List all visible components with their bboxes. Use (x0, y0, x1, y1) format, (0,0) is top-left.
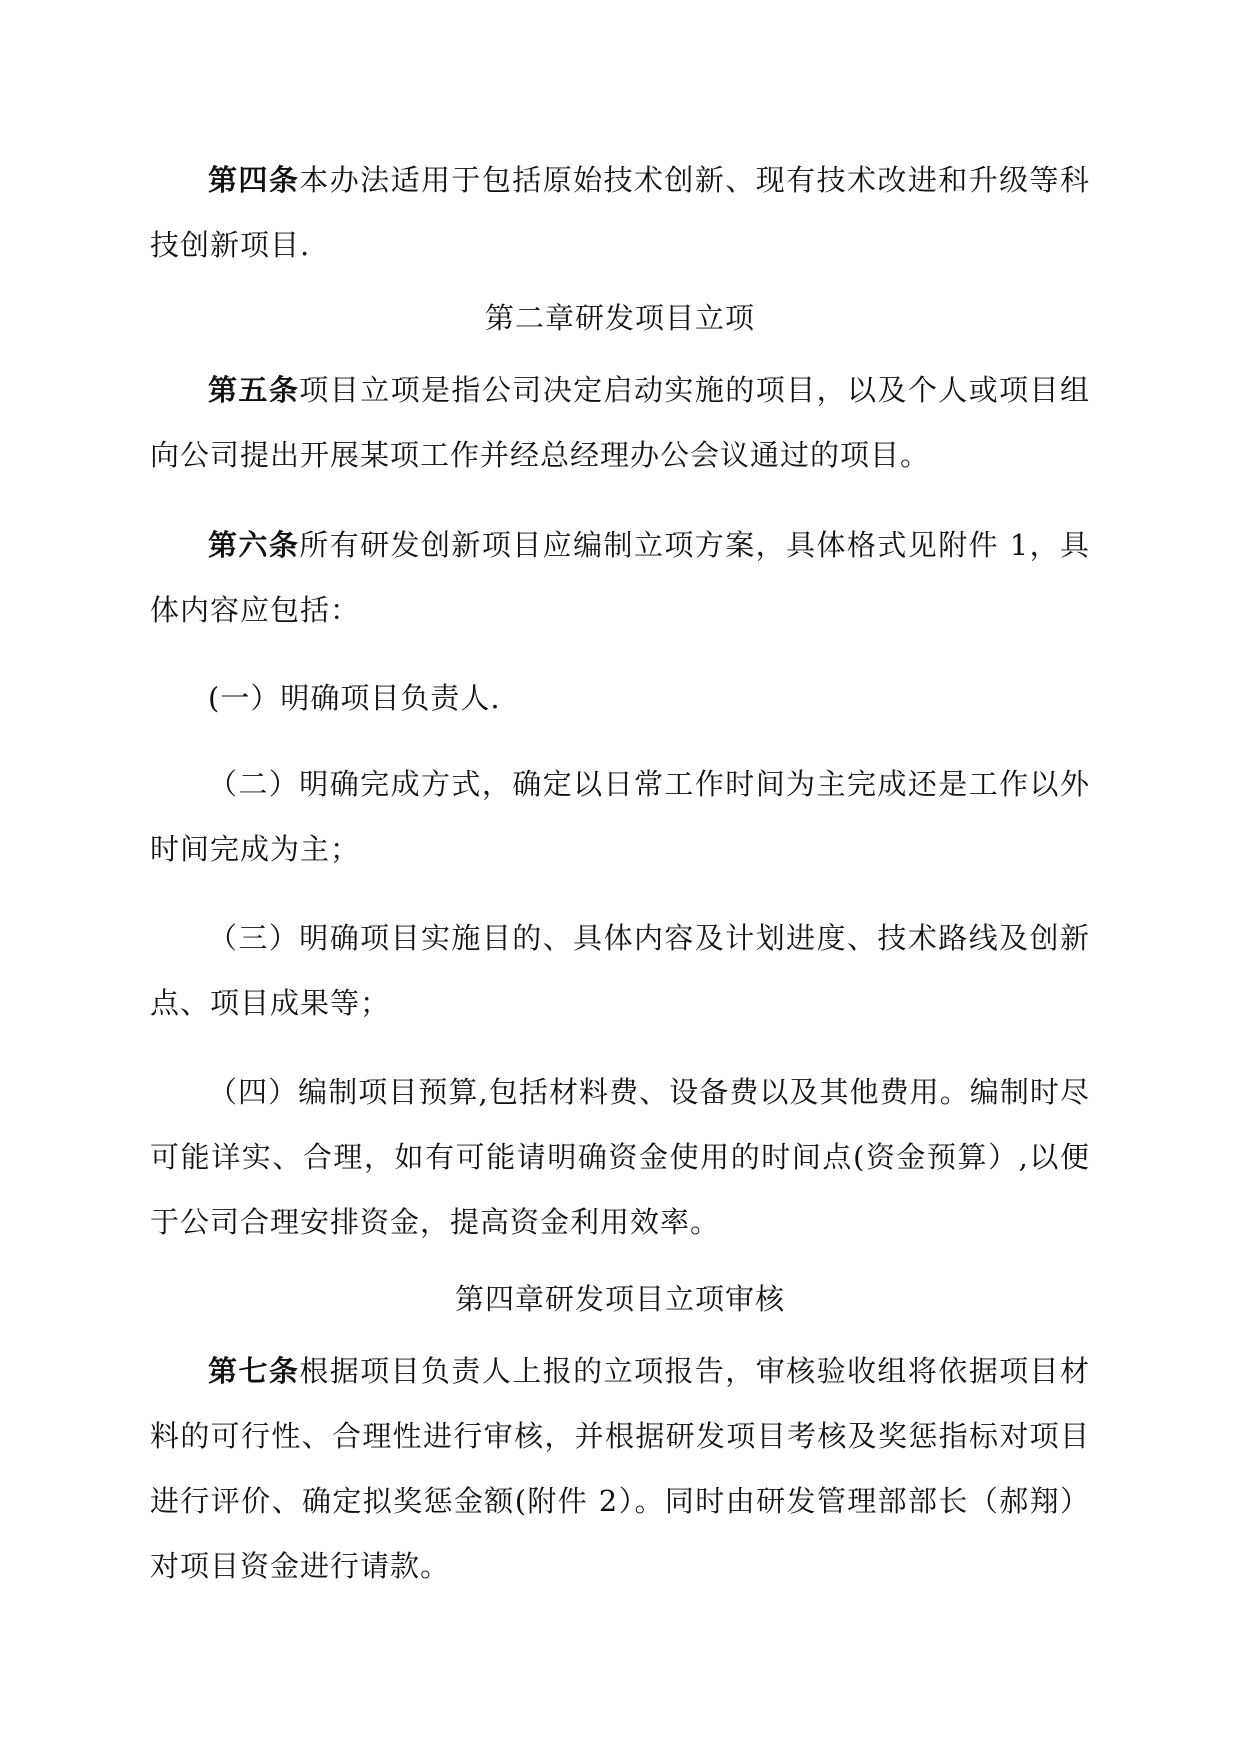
list-item: （四）编制项目预算,包括材料费、设备费以及其他费用。编制时尽可能详实、合理，如有可能请明确资金使用的时间点(资金预算）,以便于公司合理安排资金，提高资金利用效率。 (150, 1075, 1090, 1239)
article-5 (150, 358, 1090, 488)
chapter-2-heading: 第二章研发项目立项 (484, 301, 755, 335)
chapter-4-heading: 第四章研发项目立项审核 (454, 1282, 785, 1316)
article-5-label: 第五条 (208, 373, 300, 407)
article-5-text: 项目立项是指公司决定启动实施的项目，以及个人或项目组向公司提出开展某项工作并经总经理办公会议通过的项目。 (150, 373, 1090, 472)
article-7-text: 根据项目负责人上报的立项报告，审核验收组将依据项目材料的可行性、合理性进行审核，并根据研发项目考核及奖惩指标对项目进行评价、确定拟奖惩金额(附件 2）。同时由研发管理部部长（郝翔）对项目资金进行请款。 (150, 1354, 1090, 1583)
article-4-label: 第四条 (208, 163, 300, 197)
article-7-label: 第七条 (208, 1354, 300, 1388)
article-6 (150, 513, 1090, 643)
list-item: (一）明确项目负责人. (208, 681, 501, 715)
article-7 (150, 1339, 1090, 1599)
list-item: （二）明确完成方式，确定以日常工作时间为主完成还是工作以外时间完成为主； (150, 767, 1090, 866)
article-6-label: 第六条 (208, 528, 300, 562)
article-4 (150, 148, 1090, 278)
article-6-text: 所有研发创新项目应编制立项方案，具体格式见附件 1，具体内容应包括： (150, 528, 1090, 627)
article-4-text: 本办法适用于包括原始技术创新、现有技术改进和升级等科技创新项目. (150, 163, 1090, 262)
list-item: （三）明确项目实施目的、具体内容及计划进度、技术路线及创新点、项目成果等； (150, 921, 1090, 1020)
